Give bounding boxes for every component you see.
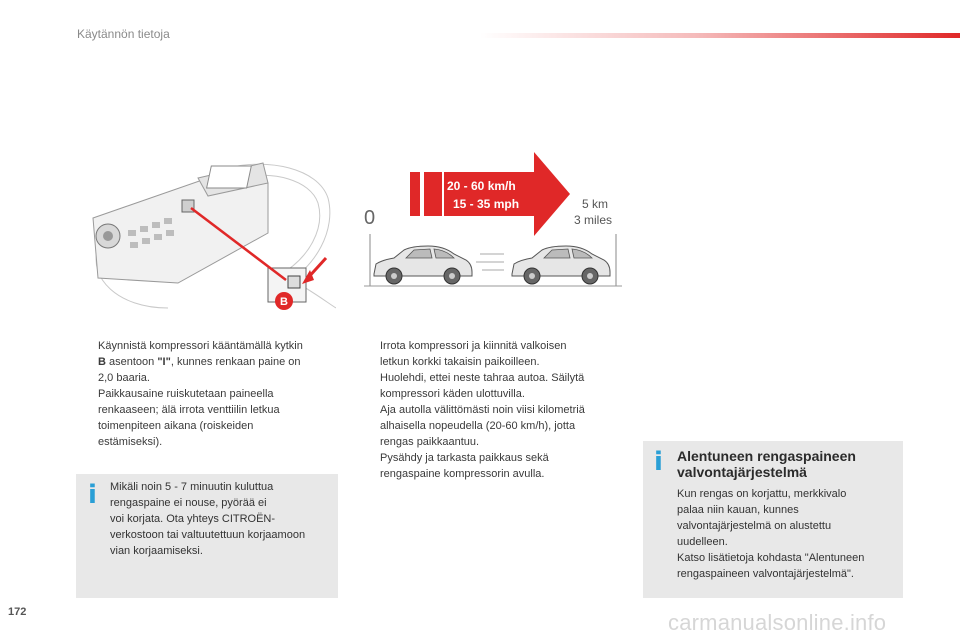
instruction-item (80, 338, 342, 450)
info-text (110, 479, 336, 559)
info-line: rengaspaine ei nouse, pyörää ei (110, 497, 267, 509)
info-heading-line: Alentuneen rengaspaineen (677, 448, 856, 464)
info-icon: i (88, 480, 97, 510)
info-line: Mikäli noin 5 - 7 minuutin kuluttua (110, 481, 274, 493)
info-line: palaa niin kauan, kunnes (677, 504, 799, 516)
instruction-line: Huolehdi, ettei neste tahraa autoa. Säilytä (380, 372, 585, 384)
switch-position: "I" (157, 356, 171, 368)
distance-km-label: 5 km (582, 197, 609, 211)
instruction-fragment: , kunnes renkaan paine on (170, 356, 301, 368)
switch-label-text: B (280, 296, 288, 308)
instruction-item (362, 338, 632, 402)
distance-miles-label: 3 miles (574, 213, 613, 227)
page-header-title: Käytännön tietoja (77, 27, 170, 41)
instruction-line: Käynnistä kompressori kääntämällä kytkin (98, 340, 303, 352)
instruction-line: Irrota kompressori ja kiinnitä valkoisen (380, 340, 567, 352)
tyre-pressure-info-box (643, 441, 903, 598)
instruction-line: Pysähdy ja tarkasta paikkaus sekä (380, 452, 549, 464)
instruction-line: toimenpiteen aikana (roiskeiden (98, 420, 254, 432)
instruction-item (362, 402, 632, 450)
switch-letter: B (98, 356, 106, 368)
instruction-item (362, 450, 632, 482)
info-line: Katso lisätietoja kohdasta "Alentuneen (677, 552, 865, 564)
info-icon: i (654, 447, 663, 477)
instruction-line: renkaaseen; älä irrota venttiilin letkua (98, 404, 280, 416)
car-icon (374, 246, 472, 284)
instruction-fragment: asentoon (105, 356, 158, 368)
instruction-line: letkun korkki takaisin paikoilleen. (380, 356, 540, 368)
car-icon (512, 246, 610, 284)
instruction-line: kompressori käden ulottuvilla. (380, 388, 525, 400)
speed-kmh-label: 20 - 60 km/h (447, 179, 516, 193)
speed-mph-label: 15 - 35 mph (453, 197, 520, 211)
warning-info-box (76, 474, 338, 598)
right-instructions (362, 338, 632, 482)
info-line: voi korjata. Ota yhteys CITROËN- (110, 513, 276, 525)
start-distance-label: 0 (364, 207, 376, 229)
instruction-line: alhaisella nopeudella (20-60 km/h), jotta (380, 420, 576, 432)
motion-lines-icon (476, 254, 504, 270)
info-line: uudelleen. (677, 536, 728, 548)
info-line: Kun rengas on korjattu, merkkivalo (677, 488, 847, 500)
instruction-line: rengas paikkaantuu. (380, 436, 480, 448)
page-number: 172 (8, 606, 27, 618)
watermark-text: carmanualsonline.info (668, 610, 887, 635)
info-line: vian korjaamiseksi. (110, 545, 203, 557)
speed-distance-diagram (364, 150, 622, 310)
instruction-line: Aja autolla välittömästi noin viisi kilometriä (380, 404, 585, 416)
compressor-illustration (78, 158, 336, 313)
instruction-line: Paikkausaine ruiskutetaan paineella (98, 388, 274, 400)
info-heading-line: valvontajärjestelmä (677, 464, 807, 480)
header-accent-bar (480, 33, 960, 38)
left-instructions (80, 338, 342, 450)
instruction-line: 2,0 baaria. (98, 372, 150, 384)
instruction-line: estämiseksi). (98, 436, 163, 448)
info-text (677, 486, 897, 582)
info-line: verkostoon tai valtuutettuun korjaamoon (110, 529, 306, 541)
info-heading (677, 448, 899, 480)
instruction-line: rengaspaine kompressorin avulla. (380, 468, 545, 480)
instruction-line (98, 354, 342, 370)
info-line: valvontajärjestelmä on alustettu (677, 520, 832, 532)
info-line: rengaspaineen valvontajärjestelmä". (677, 568, 854, 580)
